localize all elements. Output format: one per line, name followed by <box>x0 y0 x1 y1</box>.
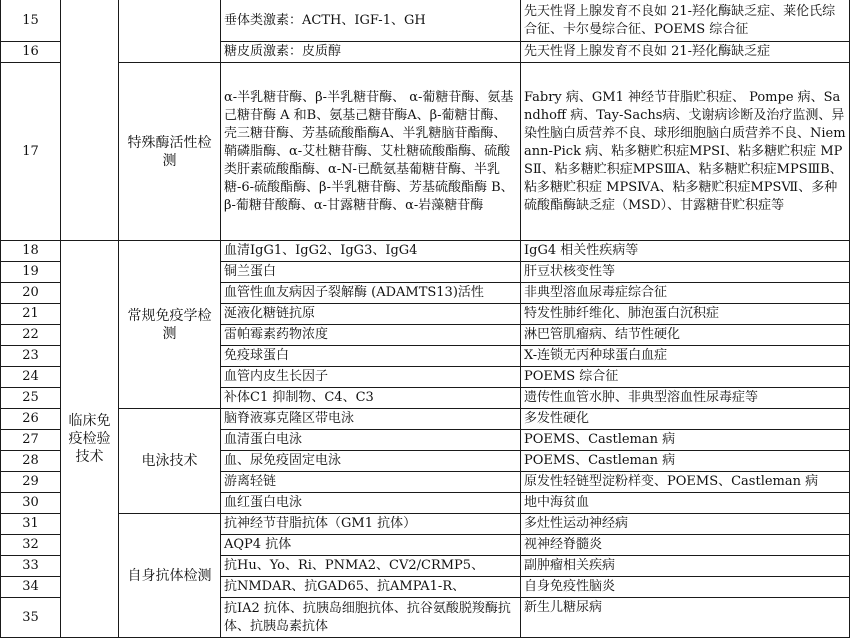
row-number: 29 <box>1 472 61 493</box>
row-number: 34 <box>1 577 61 598</box>
disease-cell: 遗传性血管水肿、非典型溶血性尿毒症等 <box>521 388 850 409</box>
test-item: 血红蛋白电泳 <box>221 493 521 514</box>
disease-cell: 多灶性运动神经病 <box>521 514 850 535</box>
row-number: 15 <box>1 0 61 42</box>
test-item: 抗神经节苷脂抗体（GM1 抗体） <box>221 514 521 535</box>
row-number: 18 <box>1 241 61 262</box>
row-number: 17 <box>1 63 61 241</box>
test-item: 抗NMDAR、抗GAD65、抗AMPA1-R、 <box>221 577 521 598</box>
test-item: AQP4 抗体 <box>221 535 521 556</box>
row-number: 32 <box>1 535 61 556</box>
test-item: 糖皮质激素：皮质醇 <box>221 42 521 63</box>
row-number: 16 <box>1 42 61 63</box>
test-item: 抗Hu、Yo、Ri、PNMA2、CV2/CRMP5、 <box>221 556 521 577</box>
disease-cell: 新生儿糖尿病 <box>521 598 850 638</box>
test-item: 铜兰蛋白 <box>221 262 521 283</box>
row-number: 22 <box>1 325 61 346</box>
disease-cell: 多发性硬化 <box>521 409 850 430</box>
disease-cell: POEMS、Castleman 病 <box>521 451 850 472</box>
subcategory-cell: 电泳技术 <box>119 409 221 514</box>
subcategory-cell: 自身抗体检测 <box>119 514 221 638</box>
row-number: 20 <box>1 283 61 304</box>
row-number: 23 <box>1 346 61 367</box>
disease-cell: 特发性肺纤维化、肺泡蛋白沉积症 <box>521 304 850 325</box>
test-item: 垂体类激素：ACTH、IGF-1、GH <box>221 0 521 42</box>
table-row <box>1 241 850 262</box>
row-number: 25 <box>1 388 61 409</box>
row-number: 30 <box>1 493 61 514</box>
disease-cell: 肝豆状核变性等 <box>521 262 850 283</box>
test-item: 免疫球蛋白 <box>221 346 521 367</box>
disease-cell: 原发性轻链型淀粉样变、POEMS、Castleman 病 <box>521 472 850 493</box>
disease-cell: X-连锁无丙种球蛋白血症 <box>521 346 850 367</box>
row-number: 35 <box>1 598 61 638</box>
test-item: 血、尿免疫固定电泳 <box>221 451 521 472</box>
category-cell-top <box>61 0 119 241</box>
test-item: 血清蛋白电泳 <box>221 430 521 451</box>
row-number: 26 <box>1 409 61 430</box>
test-item: 血管性血友病因子裂解酶 (ADAMTS13)活性 <box>221 283 521 304</box>
test-item: α-半乳糖苷酶、β-半乳糖苷酶、 α-葡糖苷酶、氨基己糖苷酶 A 和B、氨基己糖苷酶A、β-葡糖甘酶、壳三糖苷酶、芳基硫酸酯酶A、半乳糖脑苷酯酶、鞘磷脂酶、α-艾杜糖苷酶、艾杜糖硫酸酯酶、硫酸类肝素硫酸酯酶、α-N-已酰氨基葡糖苷酶、半乳糖-6-硫酸酯酶、β-半乳糖苷酶、芳基硫酸酯酶 B、β-葡糖苷酸酶、α-甘露糖苷酶、α-岩藻糖苷酶 <box>221 63 521 241</box>
test-item: 补体C1 抑制物、C4、C3 <box>221 388 521 409</box>
table-row <box>1 514 850 535</box>
test-item: 雷帕霉素药物浓度 <box>221 325 521 346</box>
table-row <box>1 409 850 430</box>
test-item: 血管内皮生长因子 <box>221 367 521 388</box>
disease-cell: POEMS 综合征 <box>521 367 850 388</box>
subcategory-cell: 特殊酶活性检测 <box>119 63 221 241</box>
row-number: 19 <box>1 262 61 283</box>
disease-cell: 副肿瘤相关疾病 <box>521 556 850 577</box>
disease-cell: 地中海贫血 <box>521 493 850 514</box>
subcategory-cell: 常规免疫学检测 <box>119 241 221 409</box>
test-item: 脑脊液寡克隆区带电泳 <box>221 409 521 430</box>
row-number: 24 <box>1 367 61 388</box>
disease-cell: Fabry 病、GM1 神经节苷脂贮积症、 Pompe 病、Sandhoff 病、Tay-Sachs病、戈谢病诊断及治疗监测、异染性脑白质营养不良、球形细胞脑白质营养不良、Niemann-Pick 病、粘多糖贮积症MPSⅠ、粘多糖贮积症 MPSⅡ、粘多糖贮积症MPSⅢA、粘多糖贮积症MPSⅢB、粘多糖贮积症 MPSⅣA、粘多糖贮积症MPSⅦ、多种硫酸酯酶缺乏症（MSD）、甘露糖苷贮积症等 <box>521 63 850 241</box>
subcategory-cell <box>119 0 221 63</box>
test-item: 涎液化糖链抗原 <box>221 304 521 325</box>
test-item: 游离轻链 <box>221 472 521 493</box>
row-number: 31 <box>1 514 61 535</box>
row-number: 28 <box>1 451 61 472</box>
disease-cell: 淋巴管肌瘤病、结节性硬化 <box>521 325 850 346</box>
row-number: 21 <box>1 304 61 325</box>
disease-cell: 先天性肾上腺发育不良如 21-羟化酶缺乏症、莱伦氏综合征、卡尔曼综合征、POEMS 综合征 <box>521 0 850 42</box>
disease-cell: 先天性肾上腺发育不良如 21-羟化酶缺乏症 <box>521 42 850 63</box>
disease-cell: IgG4 相关性疾病等 <box>521 241 850 262</box>
row-number: 33 <box>1 556 61 577</box>
category-cell: 临床免疫检验技术 <box>61 241 119 638</box>
disease-cell: 非典型溶血尿毒症综合征 <box>521 283 850 304</box>
row-number: 27 <box>1 430 61 451</box>
disease-cell: 视神经脊髓炎 <box>521 535 850 556</box>
table-row <box>1 0 850 42</box>
disease-cell: POEMS、Castleman 病 <box>521 430 850 451</box>
disease-cell: 自身免疫性脑炎 <box>521 577 850 598</box>
test-item: 血清IgG1、IgG2、IgG3、IgG4 <box>221 241 521 262</box>
test-item: 抗IA2 抗体、抗胰岛细胞抗体、抗谷氨酸脱羧酶抗体、抗胰岛素抗体 <box>221 598 521 638</box>
table-row <box>1 63 850 241</box>
